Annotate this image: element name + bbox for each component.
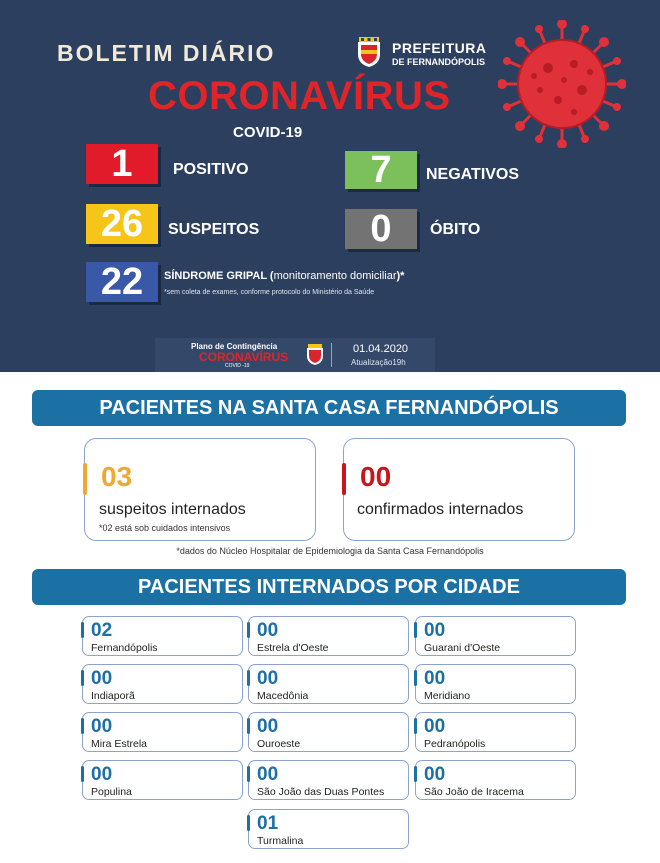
card-accent-bar xyxy=(247,718,250,734)
sindrome-note: *sem coleta de exames, conforme protocolo do Ministério da Saúde xyxy=(164,289,375,296)
city-count: 00 xyxy=(424,764,446,785)
plan-separator xyxy=(331,343,332,367)
city-count: 00 xyxy=(91,764,113,785)
plan-update-time: Atualização19h xyxy=(351,358,406,367)
city-card xyxy=(82,616,243,656)
card-accent-bar xyxy=(247,815,250,831)
suspeitos-internados-count: 03 xyxy=(101,461,133,492)
city-name: Mira Estrela xyxy=(91,738,148,750)
plan-covid: COVID -19 xyxy=(225,363,250,369)
card-accent-bar xyxy=(342,463,346,495)
city-name: Populina xyxy=(91,786,132,798)
city-name: Indiaporã xyxy=(91,690,135,702)
city-card xyxy=(248,664,409,704)
city-count: 02 xyxy=(91,620,113,641)
suspeitos-count: 26 xyxy=(86,204,158,244)
city-card xyxy=(415,664,576,704)
city-count: 00 xyxy=(91,668,113,689)
sindrome-count: 22 xyxy=(86,262,158,302)
city-card xyxy=(82,760,243,800)
suspeitos-label: SUSPEITOS xyxy=(168,221,260,238)
plan-coronavirus: CORONAVÍRUS xyxy=(199,350,289,364)
city-name: Meridiano xyxy=(424,690,471,702)
city-count: 00 xyxy=(91,716,113,737)
coat-of-arms-logo xyxy=(355,36,383,68)
card-accent-bar xyxy=(81,718,84,734)
card-accent-bar xyxy=(414,622,417,638)
city-count: 00 xyxy=(257,620,279,641)
card-accent-bar xyxy=(81,766,84,782)
city-card xyxy=(248,809,409,849)
card-accent-bar xyxy=(414,670,417,686)
confirmados-internados-label: confirmados internados xyxy=(357,501,524,518)
city-name: São João de Iracema xyxy=(424,786,524,798)
sindrome-label: SÍNDROME GRIPAL (monitoramento domiciliar)* xyxy=(164,270,405,282)
plan-date: 01.04.2020 xyxy=(353,343,409,355)
city-card xyxy=(248,712,409,752)
positivo-count: 1 xyxy=(86,144,158,184)
obito-label: ÓBITO xyxy=(430,221,481,238)
card-accent-bar xyxy=(414,766,417,782)
city-card xyxy=(248,760,409,800)
coat-of-arms-small-logo xyxy=(305,344,325,366)
city-count: 00 xyxy=(424,668,446,689)
city-name: Pedranópolis xyxy=(424,738,486,750)
city-card xyxy=(415,760,576,800)
city-count: 00 xyxy=(257,716,279,737)
confirmados-internados-count: 00 xyxy=(360,461,392,492)
contingency-plan-badge xyxy=(155,338,435,372)
city-card xyxy=(248,616,409,656)
coronavirus-title: CORONAVÍRUS xyxy=(148,74,451,118)
city-name: Estrela d'Oeste xyxy=(257,642,329,654)
city-name: Turmalina xyxy=(257,835,304,847)
city-count: 00 xyxy=(257,668,279,689)
suspeitos-internados-card xyxy=(84,438,316,541)
city-name: Guarani d'Oeste xyxy=(424,642,501,654)
covid-subtitle: COVID-19 xyxy=(233,124,303,141)
santa-casa-banner: PACIENTES NA SANTA CASA FERNANDÓPOLIS xyxy=(32,390,626,426)
city-card xyxy=(82,664,243,704)
card-accent-bar xyxy=(247,766,250,782)
city-count: 00 xyxy=(424,620,446,641)
city-name: Ouroeste xyxy=(257,738,301,750)
suspeitos-internados-note: *02 está sob cuidados intensivos xyxy=(99,523,231,533)
virus-icon xyxy=(498,20,626,148)
data-source-note: *dados do Núcleo Hospitalar de Epidemiologia da Santa Casa Fernandópolis xyxy=(176,546,484,556)
card-accent-bar xyxy=(247,670,250,686)
city-count: 00 xyxy=(257,764,279,785)
negativos-count: 7 xyxy=(345,151,417,189)
obito-count: 0 xyxy=(345,209,417,249)
plan-title: Plano de Contingência xyxy=(191,342,278,351)
card-accent-bar xyxy=(83,463,87,495)
card-accent-bar xyxy=(81,670,84,686)
city-card xyxy=(82,712,243,752)
prefeitura-name: PREFEITURA DE FERNANDÓPOLIS xyxy=(392,40,487,67)
cidades-banner: PACIENTES INTERNADOS POR CIDADE xyxy=(32,569,626,605)
positivo-label: POSITIVO xyxy=(173,161,249,178)
card-accent-bar xyxy=(414,718,417,734)
city-name: São João das Duas Pontes xyxy=(257,786,385,798)
city-card xyxy=(415,616,576,656)
city-name: Macedônia xyxy=(257,690,309,702)
city-count: 01 xyxy=(257,813,279,834)
negativos-label: NEGATIVOS xyxy=(426,166,520,183)
suspeitos-internados-label: suspeitos internados xyxy=(99,501,246,518)
city-count: 00 xyxy=(424,716,446,737)
city-name: Fernandópolis xyxy=(91,642,158,654)
city-card xyxy=(415,712,576,752)
top-panel xyxy=(0,0,660,372)
bulletin-title: BOLETIM DIÁRIO xyxy=(57,40,276,66)
card-accent-bar xyxy=(81,622,84,638)
card-accent-bar xyxy=(247,622,250,638)
confirmados-internados-card xyxy=(343,438,575,541)
